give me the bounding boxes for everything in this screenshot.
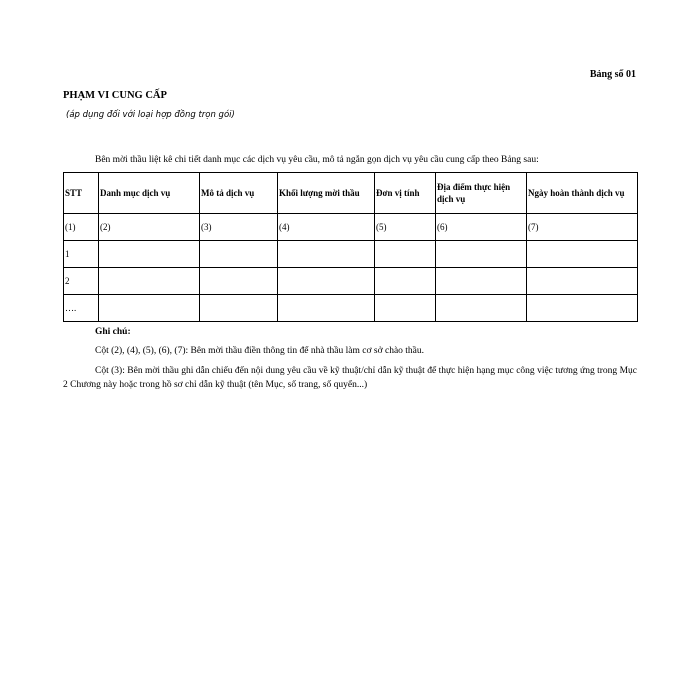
- page-title: PHẠM VI CUNG CẤP: [63, 90, 167, 101]
- table-cell: [99, 241, 200, 268]
- table-number: Bảng số 01: [589, 69, 636, 80]
- table-cell: [436, 268, 527, 295]
- column-number: (5): [375, 214, 436, 241]
- notes-heading: Ghi chú:: [95, 327, 131, 337]
- table-cell: [527, 241, 638, 268]
- table-cell-stt: ….: [64, 295, 99, 322]
- table-header-row: [64, 173, 638, 214]
- table-cell-stt: 1: [64, 241, 99, 268]
- page-subtitle: (áp dụng đối với loại hợp đồng trọn gói): [66, 110, 235, 120]
- header-service-description: Mô tả dịch vụ: [200, 173, 278, 214]
- table-cell: [278, 268, 375, 295]
- column-number: (2): [99, 214, 200, 241]
- table-cell: [375, 241, 436, 268]
- table-cell: [278, 241, 375, 268]
- header-quantity: Khối lượng mời thầu: [278, 173, 375, 214]
- table-cell: [375, 295, 436, 322]
- table-cell: [200, 268, 278, 295]
- table-cell: [200, 295, 278, 322]
- header-service-list: Danh mục dịch vụ: [99, 173, 200, 214]
- column-number: (6): [436, 214, 527, 241]
- header-location: Địa điểm thực hiện dịch vụ: [436, 173, 527, 214]
- table-cell: [99, 268, 200, 295]
- header-completion-date: Ngày hoàn thành dịch vụ: [527, 173, 638, 214]
- scope-table: [63, 172, 638, 322]
- intro-paragraph: Bên mời thầu liệt kê chi tiết danh mục các dịch vụ yêu cầu, mô tả ngắn gọn dịch vụ yêu cầu cung cấp theo Bảng sau:: [95, 155, 539, 165]
- column-number: (4): [278, 214, 375, 241]
- column-number: (3): [200, 214, 278, 241]
- table-row: [64, 241, 638, 268]
- table-row: [64, 268, 638, 295]
- column-number: (1): [64, 214, 99, 241]
- header-unit: Đơn vị tính: [375, 173, 436, 214]
- table-cell: [200, 241, 278, 268]
- column-number: (7): [527, 214, 638, 241]
- note-paragraph: Cột (3): Bên mời thầu ghi dẫn chiếu đến nội dung yêu cầu về kỹ thuật/chỉ dẫn kỹ thuật để thực hiện hạng mục công việc tương ứng trong Mục 2 Chương này hoặc trong hồ sơ chỉ dẫn kỹ thuật (tên Mục, số trang, số quyển...): [63, 366, 637, 390]
- table-cell: [527, 268, 638, 295]
- table-cell-stt: 2: [64, 268, 99, 295]
- column-number-row: [64, 214, 638, 241]
- table-cell: [99, 295, 200, 322]
- table-cell: [375, 268, 436, 295]
- note-paragraph: Cột (2), (4), (5), (6), (7): Bên mời thầu điền thông tin để nhà thầu làm cơ sở chào thầu.: [95, 346, 425, 356]
- table-cell: [436, 295, 527, 322]
- table-cell: [527, 295, 638, 322]
- table-cell: [436, 241, 527, 268]
- table-row: [64, 295, 638, 322]
- header-stt: STT: [64, 173, 99, 214]
- table-cell: [278, 295, 375, 322]
